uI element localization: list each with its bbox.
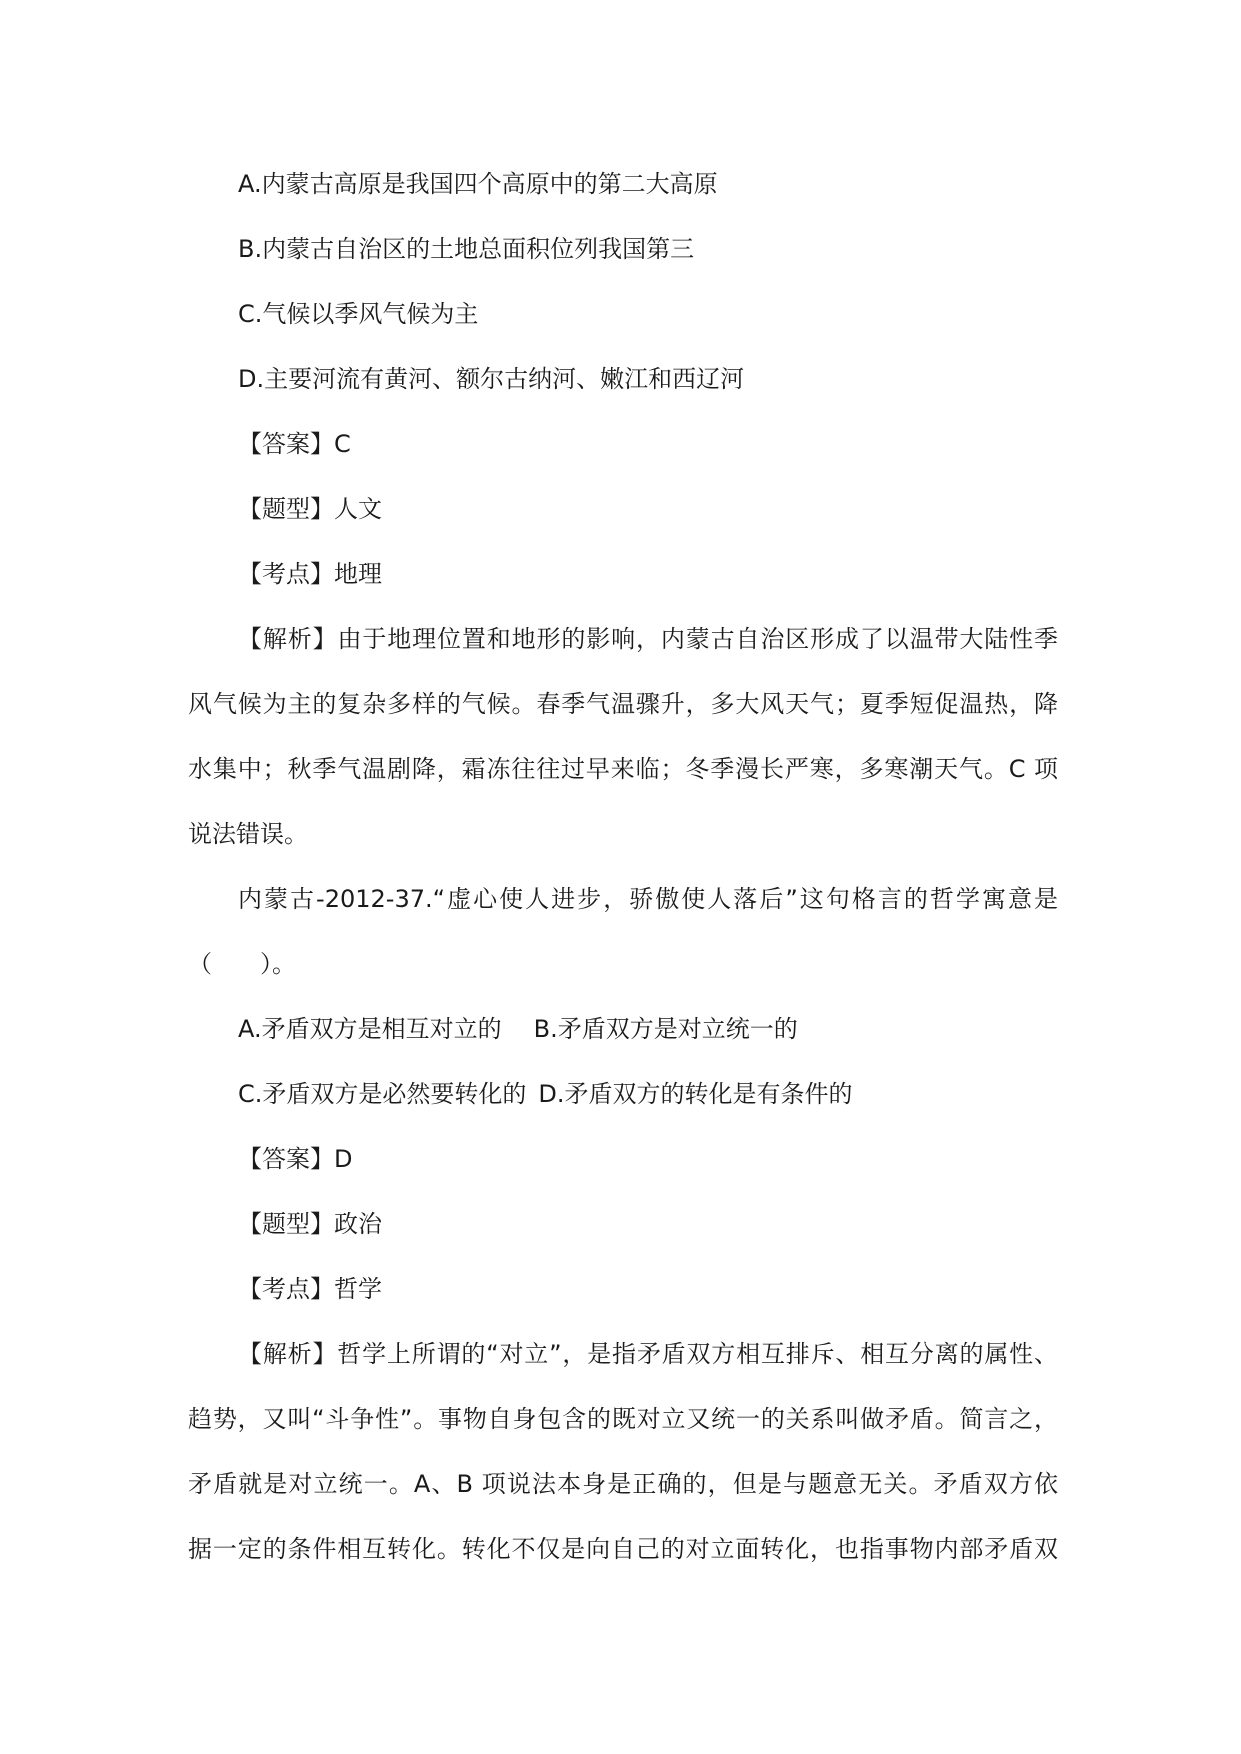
q1-option-b: B.内蒙古自治区的土地总面积位列我国第三: [238, 235, 695, 263]
q2-topic: 【考点】哲学: [238, 1275, 382, 1303]
q1-analysis-line-1: 【解析】由于地理位置和地形的影响，内蒙古自治区形成了以温带大陆性季: [238, 625, 1058, 653]
q1-option-d: D.主要河流有黄河、额尔古纳河、嫩江和西辽河: [238, 365, 745, 393]
q2-answer: 【答案】D: [238, 1145, 353, 1173]
q2-analysis-line-1: 【解析】哲学上所谓的“对立”，是指矛盾双方相互排斥、相互分离的属性、: [238, 1340, 1058, 1368]
q2-stem-line-2: （ ）。: [188, 950, 296, 978]
q1-analysis-line-2: 风气候为主的复杂多样的气候。春季气温骤升，多大风天气；夏季短促温热，降: [188, 690, 1058, 718]
q1-option-a: A.内蒙古高原是我国四个高原中的第二大高原: [238, 170, 718, 198]
q2-options-row-2: [238, 1076, 1058, 1112]
q2-option-a: A.矛盾双方是相互对立的: [238, 1015, 502, 1043]
q1-analysis-line-3: 水集中；秋季气温剧降，霜冻往往过早来临；冬季漫长严寒，多寒潮天气。C 项: [188, 755, 1058, 783]
q2-type: 【题型】政治: [238, 1210, 382, 1238]
q1-topic: 【考点】地理: [238, 560, 382, 588]
q2-option-b: B.矛盾双方是对立统一的: [533, 1015, 798, 1043]
q1-type: 【题型】人文: [238, 495, 382, 523]
q2-options-row-1: [238, 1011, 1058, 1047]
q2-analysis-line-2: 趋势，又叫“斗争性”。事物自身包含的既对立又统一的关系叫做矛盾。简言之，: [188, 1405, 1058, 1433]
q1-answer: 【答案】C: [238, 430, 351, 458]
q2-analysis-line-4: 据一定的条件相互转化。转化不仅是向自己的对立面转化，也指事物内部矛盾双: [188, 1535, 1058, 1563]
q1-analysis-line-4: 说法错误。: [188, 820, 308, 848]
q1-option-c: C.气候以季风气候为主: [238, 300, 479, 328]
q2-option-d: D.矛盾双方的转化是有条件的: [538, 1080, 853, 1108]
q2-analysis-line-3: 矛盾就是对立统一。A、B 项说法本身是正确的，但是与题意无关。矛盾双方依: [188, 1470, 1058, 1498]
q2-stem-line-1: 内蒙古-2012-37.“虚心使人进步，骄傲使人落后”这句格言的哲学寓意是: [238, 885, 1058, 913]
q2-option-c: C.矛盾双方是必然要转化的: [238, 1080, 527, 1108]
